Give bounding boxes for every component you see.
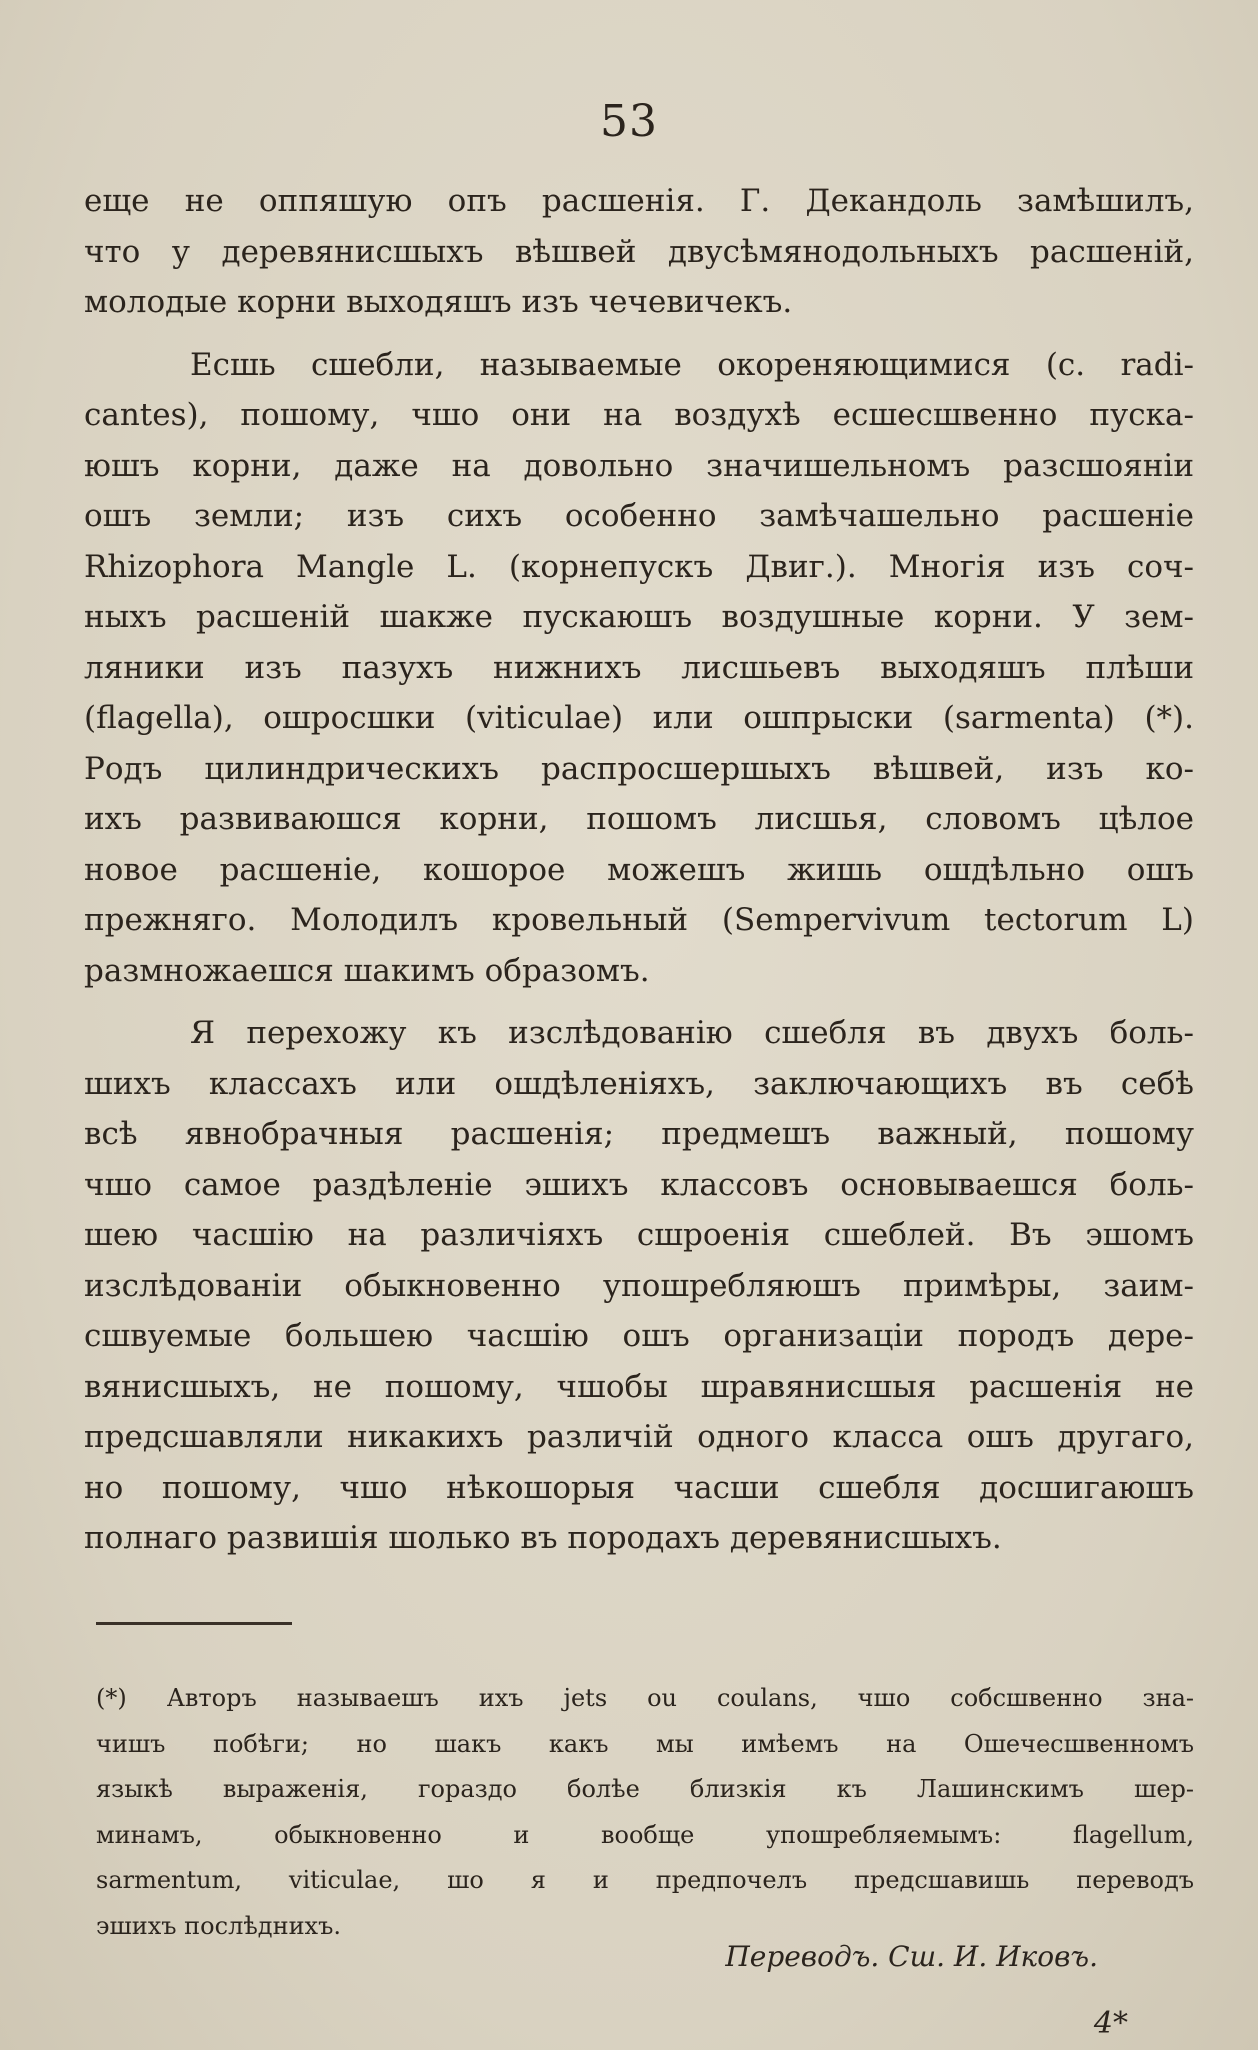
text-line: ляники изъ пазухъ нижнихъ лисшьевъ выходяшъ плѣши xyxy=(84,649,1194,686)
text-line: шихъ классахъ или ошдѣленіяхъ, заключающихъ въ себѣ xyxy=(84,1065,1194,1102)
text-line: но пошому, чшо нѣкошорыя часши сшебля досшигаюшъ xyxy=(84,1469,1194,1506)
text-line: ошъ земли; изъ сихъ особенно замѣчашельно расшеніе xyxy=(84,498,1194,534)
paragraph-3 xyxy=(84,1008,1194,1564)
text-line: Rhizophora Mangle L. (корнепускъ Двиг.). Многія изъ соч- xyxy=(84,548,1194,585)
text-line: ихъ развиваюшся корни, пошомъ лисшья, словомъ цѣлое xyxy=(84,801,1194,837)
text-line: еще не оппяшую опъ расшенія. Г. Декандоль замѣшилъ, xyxy=(84,183,1194,219)
text-line: (flagella), ошросшки (viticulae) или ошпрыски (sarmenta) (*). xyxy=(84,700,1194,736)
footnote-line: чишъ побѣги; но шакъ какъ мы имѣемъ на Ошечесшвенномъ xyxy=(96,1729,1194,1758)
text-line: размножаешся шакимъ образомъ. xyxy=(84,952,650,989)
paragraph-2 xyxy=(84,340,1194,997)
text-line: прежняго. Молодилъ кровельный (Sempervivum tectorum L) xyxy=(84,902,1194,938)
text-line: что у деревянисшыхъ вѣшвей двусѣмянодольныхъ расшеній, xyxy=(84,233,1194,270)
text-line: сшвуемые большею часшію ошъ организаціи породъ дере- xyxy=(84,1318,1194,1354)
translator-signature: Переводъ. Сш. И. Иковъ. xyxy=(725,1940,1098,1973)
text-line: юшъ корни, даже на довольно значишельномъ разсшояніи xyxy=(84,447,1194,484)
main-text xyxy=(84,176,1194,1564)
footnote-line: (*) Авторъ называешъ ихъ jets ou coulans, чшо собсшвенно зна- xyxy=(96,1684,1194,1712)
text-line: cantes), пошому, чшо они на воздухѣ есшесшвенно пуска- xyxy=(84,397,1194,433)
text-line: полнаго развишія шолько въ породахъ деревянисшыхъ. xyxy=(84,1520,1002,1556)
text-line: вянисшыхъ, не пошому, чшобы шравянисшыя расшенія не xyxy=(84,1368,1194,1405)
text-line: новое расшеніе, кошорое можешъ жишь ошдѣльно ошъ xyxy=(84,851,1194,888)
signature-mark: 4* xyxy=(1093,2006,1128,2041)
text-line: ныхъ расшеній шакже пускаюшъ воздушные корни. У зем- xyxy=(84,599,1194,635)
text-line: предсшавляли никакихъ различій одного класса ошъ другаго, xyxy=(84,1419,1194,1455)
footnote-line: sarmentum, viticulae, шо я и предпочелъ предсшавишь переводъ xyxy=(96,1866,1194,1894)
text-line: шею часшію на различіяхъ сшроенія сшеблей. Въ эшомъ xyxy=(84,1217,1194,1253)
text-line: Родъ цилиндрическихъ распросшершыхъ вѣшвей, изъ ко- xyxy=(84,750,1194,787)
footnote xyxy=(96,1676,1194,1949)
footnote-line: минамъ, обыкновенно и вообще упошребляемымъ: flagellum, xyxy=(96,1820,1194,1849)
paragraph-1 xyxy=(84,176,1194,328)
text-line: изслѣдованіи обыкновенно упошребляюшъ примѣры, заим- xyxy=(84,1267,1194,1304)
footnote-line: языкѣ выраженія, гораздо болѣе близкія къ Лашинскимъ шер- xyxy=(96,1775,1194,1803)
text-line: Есшь сшебли, называемые окореняющимися (с. radi- xyxy=(190,346,1194,383)
text-line: чшо самое раздѣленіе эшихъ классовъ основываешся боль- xyxy=(84,1166,1194,1203)
text-line: всѣ явнобрачныя расшенія; предмешъ важный, пошому xyxy=(84,1116,1194,1152)
text-line: Я перехожу къ изслѣдованію сшебля въ двухъ боль- xyxy=(190,1015,1194,1051)
footnote-divider xyxy=(96,1622,292,1625)
footnote-line: эшихъ послѣднихъ. xyxy=(96,1911,341,1940)
page-number: 53 xyxy=(600,96,658,147)
text-line: молодые корни выходяшъ изъ чечевичекъ. xyxy=(84,284,793,320)
